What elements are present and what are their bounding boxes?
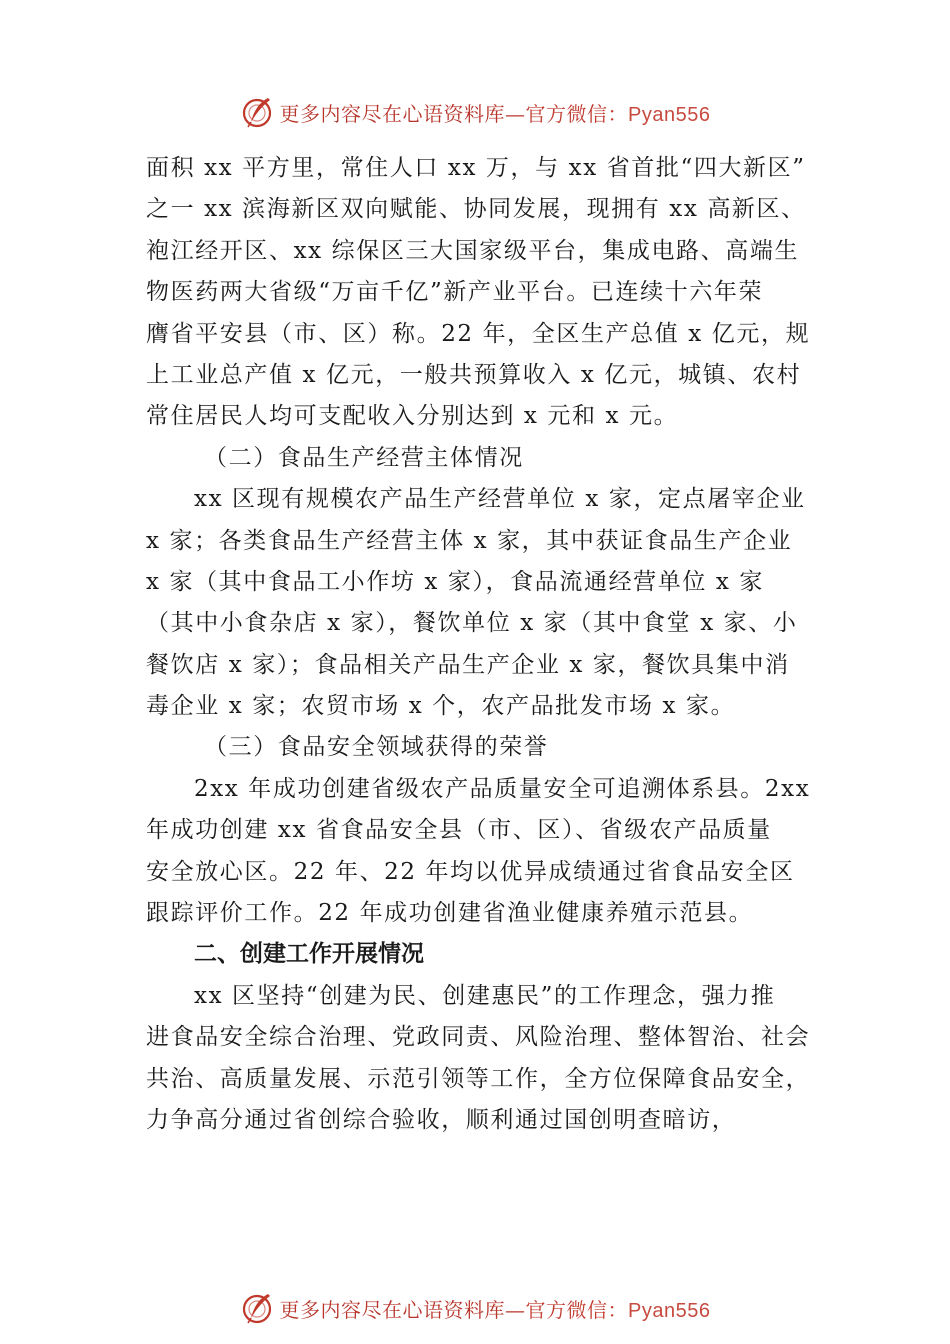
banner-text (280, 1294, 711, 1323)
text-line: 物医药两大省级“万亩千亿”新产业平台。已连续十六年荣 (146, 279, 764, 306)
text-line: 安全放心区。22 年、22 年均以优异成绩通过省食品安全区 (146, 858, 795, 885)
text-line: 力争高分通过省创综合验收，顺利通过国创明查暗访， (146, 1107, 737, 1134)
banner-handle: Pyan556 (628, 103, 711, 126)
banner-wechat-label: 官方微信： (525, 101, 629, 126)
text-line: 袍江经开区、xx 综保区三大国家级平台，集成电路、高端生 (146, 237, 800, 264)
footer-watermark-banner (0, 1288, 950, 1328)
text-line: 面积 xx 平方里，常住人口 xx 万，与 xx 省首批“四大新区” (146, 155, 806, 181)
subheading-food-operators: （二）食品生产经营主体情况 (204, 444, 524, 471)
text-line: 毒企业 x 家；农贸市场 x 个，农产品批发市场 x 家。 (146, 693, 736, 720)
paragraph-food-operators (146, 479, 836, 727)
feather-seal-logo-icon (240, 94, 276, 130)
paragraph-region-overview (146, 148, 836, 438)
feather-seal-logo-icon (240, 1290, 276, 1326)
banner-dash: — (505, 1297, 526, 1322)
section-heading-work-progress: 二、创建工作开展情况 (194, 941, 424, 968)
text-line: 跟踪评价工作。22 年成功创建省渔业健康养殖示范县。 (146, 900, 754, 927)
banner-text (280, 98, 711, 127)
banner-main-text: 更多内容尽在心语资料库 (279, 1297, 506, 1322)
text-line: 之一 xx 滨海新区双向赋能、协同发展，现拥有 xx 高新区、 (146, 196, 806, 223)
paragraph-honors (146, 769, 836, 935)
text-line: x 家；各类食品生产经营主体 x 家，其中获证食品生产企业 (146, 527, 793, 554)
text-line: 餐饮店 x 家）；食品相关产品生产企业 x 家，餐饮具集中消 (146, 651, 790, 678)
banner-handle: Pyan556 (628, 1299, 711, 1322)
text-line: xx 区坚持“创建为民、创建惠民”的工作理念，强力推 (194, 982, 776, 1009)
text-line: （其中小食杂店 x 家），餐饮单位 x 家（其中食堂 x 家、小 (146, 610, 798, 637)
banner-wechat-label: 官方微信： (525, 1297, 629, 1322)
banner-main-text: 更多内容尽在心语资料库 (279, 101, 506, 126)
paragraph-work-progress (146, 976, 836, 1142)
text-line: 2xx 年成功创建省级农产品质量安全可追溯体系县。2xx (194, 775, 811, 802)
text-line: x 家（其中食品工小作坊 x 家），食品流通经营单位 x 家 (146, 568, 764, 595)
text-line: xx 区现有规模农产品生产经营单位 x 家，定点屠宰企业 (194, 486, 806, 513)
text-line: 进食品安全综合治理、党政同责、风险治理、整体智治、社会 (146, 1024, 811, 1051)
text-line: 常住居民人均可支配收入分别达到 x 元和 x 元。 (146, 403, 679, 430)
text-line: 年成功创建 xx 省食品安全县（市、区）、省级农产品质量 (146, 817, 772, 844)
text-line: 膺省平安县（市、区）称。22 年，全区生产总值 x 亿元，规 (146, 320, 811, 347)
subheading-honors: （三）食品安全领域获得的荣誉 (204, 734, 549, 761)
document-body (146, 148, 836, 1141)
text-line: 共治、高质量发展、示范引领等工作，全方位保障食品安全， (146, 1065, 811, 1092)
text-line: 上工业总产值 x 亿元，一般共预算收入 x 亿元，城镇、农村 (146, 361, 802, 388)
banner-dash: — (505, 101, 526, 126)
header-watermark-banner (0, 92, 950, 132)
